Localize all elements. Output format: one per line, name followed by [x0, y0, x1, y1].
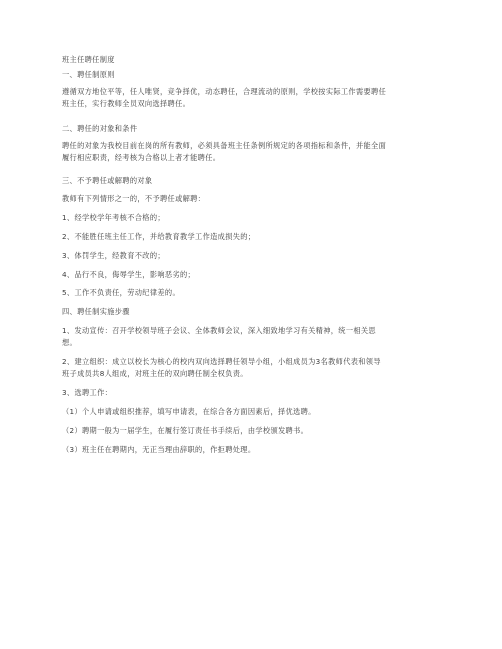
list-item: 4、品行不良，侮辱学生，影响恶劣的； — [62, 270, 196, 279]
paragraph-line: 2、建立组织：成立以校长为核心的校内双向选择聘任领导小组，小组成员为3名教师代表和领导 — [62, 357, 381, 366]
paragraph-line: 履行相应职责，经考核为合格以上者才能聘任。 — [62, 153, 221, 162]
list-item: 3、体罚学生，经教育不改的； — [62, 251, 165, 260]
list-item: （1）个人申请或组织推荐，填写申请表，在综合各方面因素后，择优选聘。 — [62, 407, 316, 416]
paragraph-line: 遵循双方地位平等，任人唯贤，竞争择优，动态聘任，合理流动的原则，学校按实际工作需要聘任 — [62, 87, 387, 96]
document-title: 班主任聘任制度 — [62, 55, 115, 64]
section-heading-4: 四、聘任制实施步骤 — [62, 307, 130, 316]
list-item: 5、工作不负责任，劳动纪律差的。 — [62, 288, 180, 297]
section-heading-2: 二、聘任的对象和条件 — [62, 124, 138, 133]
paragraph-line: 聘任的对象为我校目前在岗的所有教师，必须具备班主任条例所规定的各项指标和条件，并能全面 — [62, 141, 387, 150]
list-item: 3、选聘工作： — [62, 388, 113, 397]
list-item: 1、经学校学年考核不合格的； — [62, 213, 165, 222]
paragraph-line: 1、发动宣传：召开学校领导班子会议、全体教师会议，深入细致地学习有关精神，统一相关思 — [62, 326, 376, 335]
paragraph-line: 班子成员共8人组成，对班主任的双向聘任制全权负责。 — [62, 369, 248, 378]
paragraph-line: 教师有下列情形之一的，不予聘任或解聘： — [62, 194, 206, 203]
section-heading-1: 一、聘任制原则 — [62, 70, 115, 79]
paragraph-line: 想。 — [62, 338, 78, 347]
list-item: （3）班主任在聘期内，无正当理由辞职的，作拒聘处理。 — [62, 445, 256, 454]
list-item: （2）聘期一般为一届学生，在履行签订责任书手续后，由学校颁发聘书。 — [62, 426, 309, 435]
paragraph-line: 班主任，实行教师全员双向选择聘任。 — [62, 99, 191, 108]
section-heading-3: 三、不予聘任或解聘的对象 — [62, 176, 153, 185]
list-item: 2、不能胜任班主任工作，并给教育教学工作造成损失的； — [62, 232, 256, 241]
